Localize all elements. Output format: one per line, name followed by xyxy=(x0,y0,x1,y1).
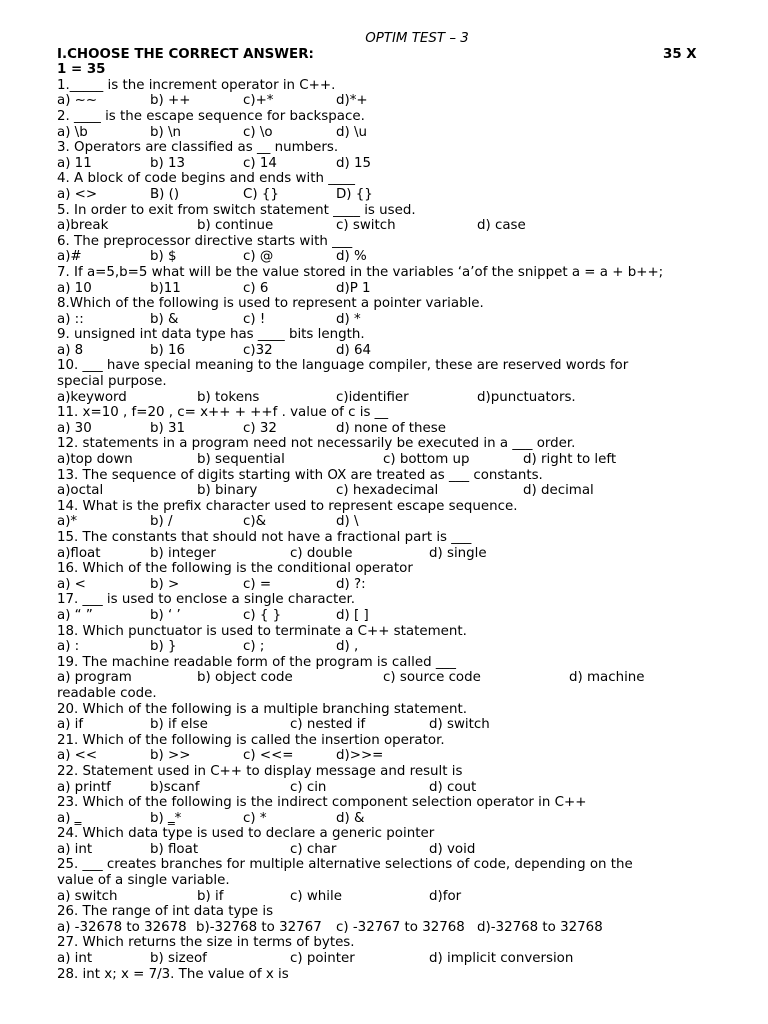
options-row xyxy=(57,748,717,764)
answer-option: c) pointer xyxy=(290,951,355,967)
answer-option: a) : xyxy=(57,639,80,655)
answer-option: a) int xyxy=(57,951,93,967)
answer-option: b) \n xyxy=(150,124,181,140)
answer-option: b) object code xyxy=(197,670,293,686)
question-item xyxy=(57,436,717,467)
options-row xyxy=(57,187,717,203)
question-text: 28. int x; x = 7/3. The value of x is xyxy=(57,966,289,982)
answer-option: c) @ xyxy=(243,249,274,265)
question-text: 8.Which of the following is used to represent a pointer variable. xyxy=(57,296,484,312)
answer-option: b) sizeof xyxy=(150,951,207,967)
question-item xyxy=(57,203,717,234)
question-item xyxy=(57,140,717,171)
answer-option: c) ; xyxy=(243,639,265,655)
answer-option: d) % xyxy=(336,249,367,265)
answer-option: c) double xyxy=(290,545,353,561)
answer-option: b) $ xyxy=(150,249,177,265)
answer-option: d) single xyxy=(429,545,487,561)
answer-option: a) 10 xyxy=(57,280,92,296)
question-text: 7. If a=5,b=5 what will be the value stored in the variables ‘a’of the snippet a = a + b++; xyxy=(57,264,664,280)
answer-option: c) switch xyxy=(336,218,396,234)
answer-option: a) :: xyxy=(57,311,84,327)
question-item xyxy=(57,795,717,826)
question-text: 18. Which punctuator is used to terminate a C++ statement. xyxy=(57,623,467,639)
question-text: 25. ___ creates branches for multiple alternative selections of code, depending on the xyxy=(57,857,633,873)
answer-option: a)octal xyxy=(57,483,104,499)
answer-option: a) ‗ xyxy=(57,810,82,826)
question-text: 6. The preprocessor directive starts with ___ xyxy=(57,233,353,249)
answer-option: a) 11 xyxy=(57,155,92,171)
options-row xyxy=(57,93,717,109)
answer-option: a) -32678 to 32678 xyxy=(57,919,187,935)
answer-option: c) cin xyxy=(290,779,327,795)
answer-option: a) \b xyxy=(57,124,88,140)
answer-option: b) >> xyxy=(150,748,191,764)
answer-option: d) implicit conversion xyxy=(429,951,574,967)
options-row xyxy=(57,639,717,655)
question-text: special purpose. xyxy=(57,374,167,390)
answer-option: c) <<= xyxy=(243,748,294,764)
answer-option: d) 64 xyxy=(336,342,372,358)
question-item xyxy=(57,265,717,296)
question-item xyxy=(57,764,717,795)
answer-option: a)* xyxy=(57,514,78,530)
question-item xyxy=(57,592,717,623)
question-text: 26. The range of int data type is xyxy=(57,904,274,920)
answer-option: d)-32768 to 32768 xyxy=(477,919,603,935)
answer-option: a) 30 xyxy=(57,420,92,436)
question-text: 9. unsigned int data type has ____ bits length. xyxy=(57,327,365,343)
answer-option: d) machine xyxy=(569,670,645,686)
question-item xyxy=(57,733,717,764)
question-list xyxy=(57,78,717,982)
answer-option: d) \ xyxy=(336,514,359,530)
question-text: 20. Which of the following is a multiple branching statement. xyxy=(57,701,468,717)
answer-option: b) continue xyxy=(197,218,274,234)
options-row xyxy=(57,483,717,499)
answer-option: a) program xyxy=(57,670,132,686)
answer-option: a) << xyxy=(57,748,98,764)
answer-option: c)32 xyxy=(243,342,273,358)
question-item xyxy=(57,561,717,592)
answer-option: d) none of these xyxy=(336,420,446,436)
answer-option: b) / xyxy=(150,514,173,530)
question-text: 24. Which data type is used to declare a generic pointer xyxy=(57,826,435,842)
answer-option: b) } xyxy=(150,639,177,655)
question-item xyxy=(57,702,717,733)
question-item xyxy=(57,234,717,265)
question-item xyxy=(57,358,717,405)
answer-option: a) ~~ xyxy=(57,93,98,109)
answer-option: b) ‗* xyxy=(150,810,182,826)
question-text: 13. The sequence of digits starting with OX are treated as ___ constants. xyxy=(57,467,543,483)
question-text: 5. In order to exit from switch statement ____ is used. xyxy=(57,202,416,218)
options-row xyxy=(57,421,717,437)
answer-option: b) binary xyxy=(197,483,258,499)
options-row xyxy=(57,920,717,936)
answer-option: c)identifier xyxy=(336,389,409,405)
answer-option: b) 16 xyxy=(150,342,186,358)
answer-option: b) if xyxy=(197,888,224,904)
answer-option: a)top down xyxy=(57,452,133,468)
answer-option: c) 14 xyxy=(243,155,277,171)
answer-option: c) while xyxy=(290,888,342,904)
answer-option: a) printf xyxy=(57,779,111,795)
answer-option: d) , xyxy=(336,639,359,655)
answer-option: c) \o xyxy=(243,124,273,140)
options-row xyxy=(57,889,717,905)
answer-option: c) hexadecimal xyxy=(336,483,439,499)
question-text: 2. ____ is the escape sequence for backspace. xyxy=(57,108,365,124)
marks-label: 35 X xyxy=(663,46,697,62)
options-row xyxy=(57,717,717,733)
answer-option: c) nested if xyxy=(290,717,366,733)
question-item xyxy=(57,296,717,327)
question-item xyxy=(57,904,717,935)
answer-option: b) ‘ ’ xyxy=(150,607,181,623)
answer-option: d) [ ] xyxy=(336,607,369,623)
answer-option: d)*+ xyxy=(336,93,368,109)
question-item xyxy=(57,967,717,983)
answer-option: a)# xyxy=(57,249,82,265)
answer-option: c) bottom up xyxy=(383,452,470,468)
answer-continuation: readable code. xyxy=(57,685,157,701)
answer-option: b) tokens xyxy=(197,389,260,405)
answer-option: b) sequential xyxy=(197,452,285,468)
question-item xyxy=(57,109,717,140)
answer-option: d) ?: xyxy=(336,576,366,592)
answer-option: a) < xyxy=(57,576,86,592)
options-row xyxy=(57,156,717,172)
question-text: 14. What is the prefix character used to represent escape sequence. xyxy=(57,498,518,514)
answer-option: c) * xyxy=(243,810,267,826)
answer-option: c)& xyxy=(243,514,267,530)
page-title: OPTIM TEST – 3 xyxy=(365,31,469,46)
options-row xyxy=(57,249,717,265)
answer-option: d)P 1 xyxy=(336,280,371,296)
question-text: 11. x=10 , f=20 , c= x++ + ++f . value of c is __ xyxy=(57,405,389,421)
answer-option: a)float xyxy=(57,545,101,561)
question-item xyxy=(57,935,717,966)
options-row xyxy=(57,577,717,593)
answer-option: d) \u xyxy=(336,124,367,140)
question-item xyxy=(57,327,717,358)
question-text: 21. Which of the following is called the insertion operator. xyxy=(57,732,445,748)
options-row xyxy=(57,842,717,858)
answer-option: D) {} xyxy=(336,186,373,202)
question-item xyxy=(57,655,717,702)
answer-option: b) > xyxy=(150,576,180,592)
answer-option: d) switch xyxy=(429,717,490,733)
question-text: 3. Operators are classified as __ numbers. xyxy=(57,140,339,156)
answer-option: d) & xyxy=(336,810,365,826)
answer-option: a) “ ” xyxy=(57,607,93,623)
options-row xyxy=(57,951,717,967)
question-item xyxy=(57,530,717,561)
question-item xyxy=(57,826,717,857)
section-heading-text: I.CHOOSE THE CORRECT ANSWER: xyxy=(57,46,314,62)
answer-option: b) integer xyxy=(150,545,216,561)
question-text: value of a single variable. xyxy=(57,873,230,889)
question-item xyxy=(57,171,717,202)
answer-option: a) int xyxy=(57,841,93,857)
options-row xyxy=(57,390,717,406)
options-row xyxy=(57,670,717,686)
answer-option: a) <> xyxy=(57,186,98,202)
question-item xyxy=(57,857,717,904)
answer-option: a) 8 xyxy=(57,342,84,358)
answer-option: c) = xyxy=(243,576,272,592)
question-text: 22. Statement used in C++ to display message and result is xyxy=(57,763,463,779)
options-row xyxy=(57,546,717,562)
answer-option: c) char xyxy=(290,841,337,857)
answer-option: b) float xyxy=(150,841,199,857)
question-text: 27. Which returns the size in terms of bytes. xyxy=(57,935,355,951)
options-row xyxy=(57,514,717,530)
question-paper xyxy=(57,31,717,982)
answer-option: b)scanf xyxy=(150,779,200,795)
options-row xyxy=(57,125,717,141)
answer-option: d)punctuators. xyxy=(477,389,576,405)
answer-option: c) 6 xyxy=(243,280,269,296)
answer-option: d)for xyxy=(429,888,462,904)
answer-option: d) cout xyxy=(429,779,477,795)
answer-option: d)>>= xyxy=(336,748,384,764)
answer-option: B) () xyxy=(150,186,180,202)
answer-option: a) switch xyxy=(57,888,118,904)
answer-option: b) if else xyxy=(150,717,208,733)
answer-option: b) & xyxy=(150,311,179,327)
answer-option: C) {} xyxy=(243,186,279,202)
answer-option: d) void xyxy=(429,841,476,857)
question-text: 17. ___ is used to enclose a single character. xyxy=(57,592,355,608)
answer-option: a) if xyxy=(57,717,84,733)
options-row xyxy=(57,281,717,297)
options-row xyxy=(57,312,717,328)
question-text: 15. The constants that should not have a fractional part is ___ xyxy=(57,530,472,545)
answer-option: d) 15 xyxy=(336,155,372,171)
options-row xyxy=(57,780,717,796)
marks-continuation: 1 = 35 xyxy=(57,62,106,78)
question-item xyxy=(57,499,717,530)
answer-option: b) 13 xyxy=(150,155,186,171)
question-text: 19. The machine readable form of the program is called ___ xyxy=(57,654,456,670)
answer-option: a)keyword xyxy=(57,389,127,405)
question-text: 1._____ is the increment operator in C++. xyxy=(57,77,336,93)
answer-option: d) * xyxy=(336,311,361,327)
question-text: 16. Which of the following is the conditional operator xyxy=(57,561,413,577)
question-text: 12. statements in a program need not necessarily be executed in a ___ order. xyxy=(57,436,576,452)
question-item xyxy=(57,78,717,109)
answer-option: d) case xyxy=(477,218,526,234)
answer-option: d) right to left xyxy=(523,452,617,468)
answer-option: c) { } xyxy=(243,607,282,623)
answer-option: d) decimal xyxy=(523,483,594,499)
question-item xyxy=(57,405,717,436)
question-text: 4. A block of code begins and ends with ____ xyxy=(57,171,355,187)
answer-option: c) ! xyxy=(243,311,266,327)
answer-option: c) source code xyxy=(383,670,481,686)
options-row xyxy=(57,452,717,468)
options-row xyxy=(57,218,717,234)
question-text: 23. Which of the following is the indirect component selection operator in C++ xyxy=(57,795,587,811)
question-text: 10. ___ have special meaning to the language compiler, these are reserved words for xyxy=(57,358,629,374)
answer-option: a)break xyxy=(57,218,109,234)
answer-option: b) ++ xyxy=(150,93,191,109)
answer-option: b)11 xyxy=(150,280,181,296)
options-row xyxy=(57,343,717,359)
answer-option: b) 31 xyxy=(150,420,186,436)
answer-option: c) 32 xyxy=(243,420,277,436)
answer-option: c)+* xyxy=(243,93,274,109)
question-item xyxy=(57,624,717,655)
section-heading xyxy=(57,47,717,63)
question-item xyxy=(57,468,717,499)
answer-option: c) -32767 to 32768 xyxy=(336,919,465,935)
answer-option: b)-32768 to 32767 xyxy=(196,919,322,935)
options-row xyxy=(57,811,717,827)
options-row xyxy=(57,608,717,624)
